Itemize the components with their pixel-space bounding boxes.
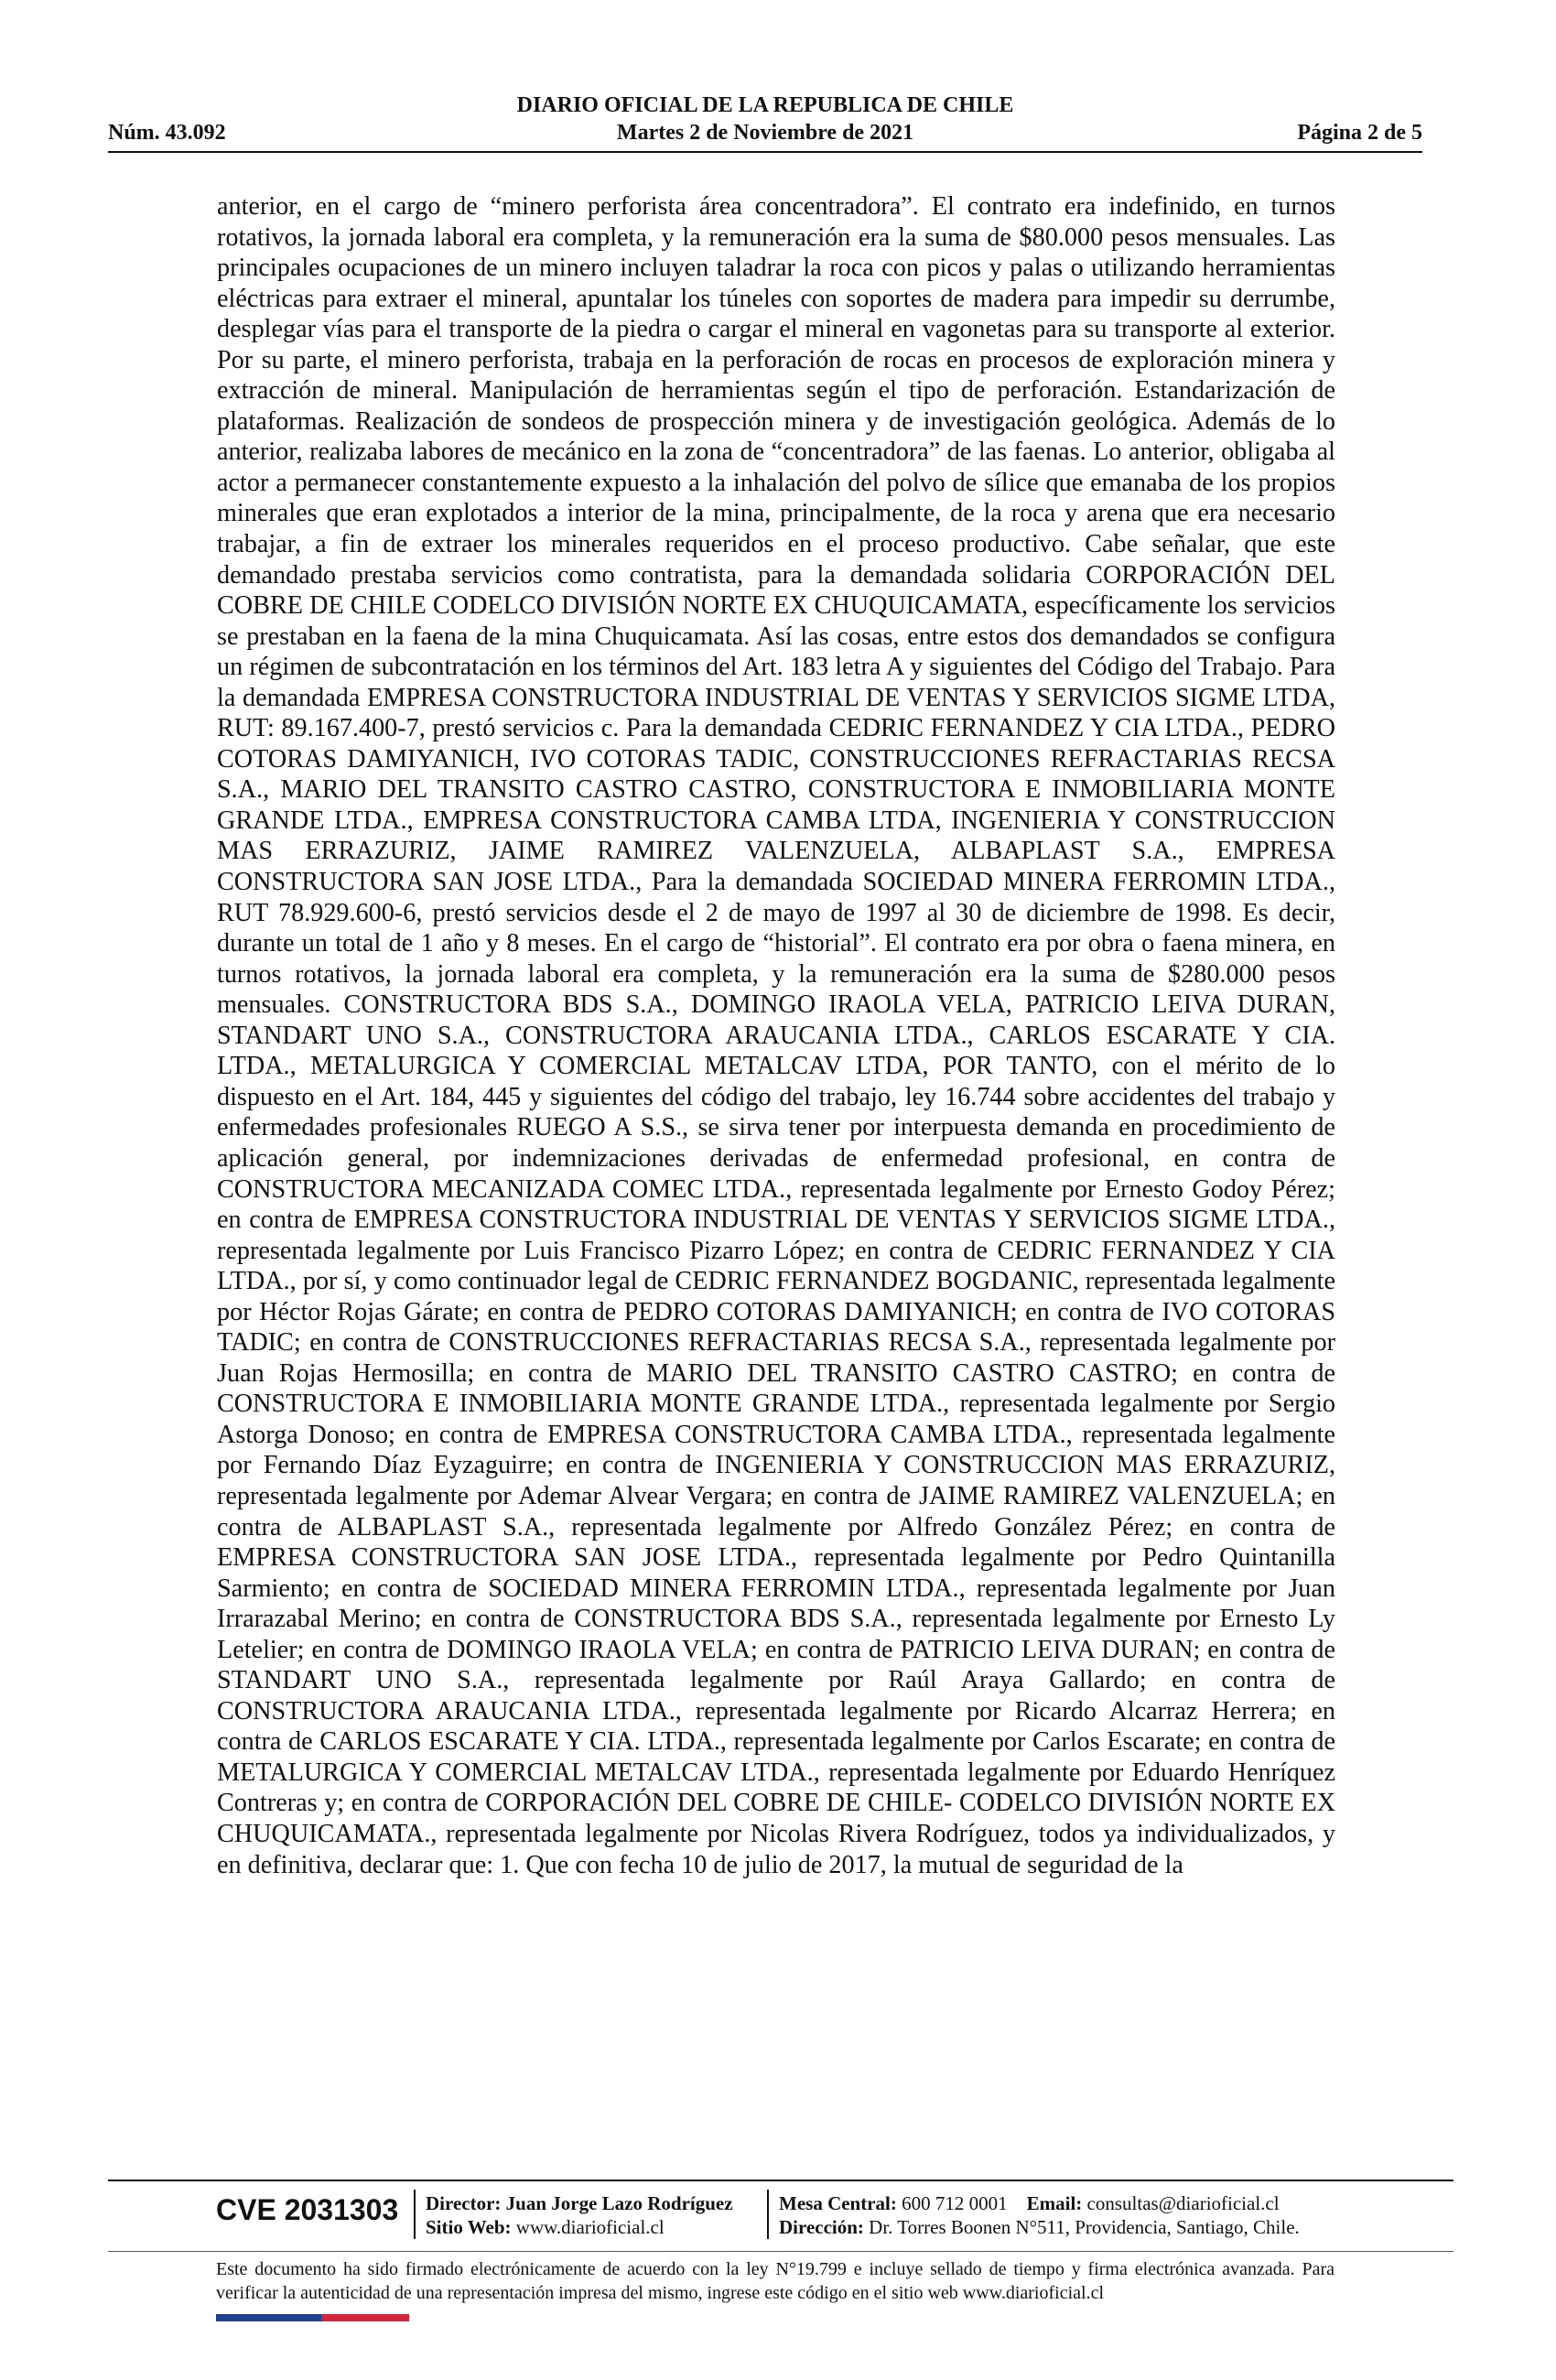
cve-code: CVE 2031303 bbox=[216, 2193, 399, 2226]
footer-separator bbox=[414, 2190, 416, 2239]
flag-stripe-blue bbox=[216, 2314, 321, 2321]
footer-contact-block bbox=[779, 2191, 1300, 2239]
footer-divider bbox=[108, 2180, 1453, 2181]
page-header bbox=[108, 92, 1422, 150]
footer-divider-lower bbox=[108, 2251, 1453, 2252]
director-label: Director: bbox=[426, 2192, 502, 2214]
body-paragraph: anterior, en el cargo de “minero perforista área concentradora”. El contrato era indefinido, en turnos rotativos, la jornada laboral era completa, y la remuneración era la suma de $80.000 pesos mensuales. Las principales ocupaciones de un minero incluyen taladrar la roca con picos y palas o utilizando herramientas eléctricas para extraer el mineral, apuntalar los túneles con soportes de madera para impedir su derrumbe, desplegar vías para el transporte de la piedra o cargar el mineral en vagonetas para su transporte al exterior. Por su parte, el minero perforista, trabaja en la perforación de rocas en procesos de exploración minera y extracción de mineral. Manipulación de herramientas según el tipo de perforación. Estandarización de plataformas. Realización de sondeos de prospección minera y de investigación geológica. Además de lo anterior, realizaba labores de mecánico en la zona de “concentradora” de las faenas. Lo anterior, obligaba al actor a permanecer constantemente expuesto a la inhalación del polvo de sílice que emanaba de los propios minerales que eran explotados a interior de la mina, principalmente, de la roca y arena que era necesario trabajar, a fin de extraer los minerales requeridos en el proceso productivo. Cabe señalar, que este demandado prestaba servicios como contratista, para la demandada solidaria CORPORACIÓN DEL COBRE DE CHILE CODELCO DIVISIÓN NORTE EX CHUQUICAMATA, específicamente los servicios se prestaban en la faena de la mina Chuquicamata. Así las cosas, entre estos dos demandados se configura un régimen de subcontratación en los términos del Art. 183 letra A y siguientes del Código del Trabajo. Para la demandada EMPRESA CONSTRUCTORA INDUSTRIAL DE VENTAS Y SERVICIOS SIGME LTDA, RUT: 89.167.400-7, prestó servicios c. Para la demandada CEDRIC FERNANDEZ Y CIA LTDA., PEDRO COTORAS DAMIYANICH, IVO COTORAS TADIC, CONSTRUCCIONES REFRACTARIAS RECSA S.A., MARIO DEL TRANSITO CASTRO CASTRO, CONSTRUCTORA E INMOBILIARIA MONTE GRANDE LTDA., EMPRESA CONSTRUCTORA CAMBA LTDA, INGENIERIA Y CONSTRUCCION MAS ERRAZURIZ, JAIME RAMIREZ VALENZUELA, ALBAPLAST S.A., EMPRESA CONSTRUCTORA SAN JOSE LTDA., Para la demandada SOCIEDAD MINERA FERROMIN LTDA., RUT 78.929.600-6, prestó servicios desde el 2 de mayo de 1997 al 30 de diciembre de 1998. Es decir, durante un total de 1 año y 8 meses. En el cargo de “historial”. El contrato era por obra o faena minera, en turnos rotativos, la jornada laboral era completa, y la remuneración era la suma de $280.000 pesos mensuales. CONSTRUCTORA BDS S.A., DOMINGO IRAOLA VELA, PATRICIO LEIVA DURAN, STANDART UNO S.A., CONSTRUCTORA ARAUCANIA LTDA., CARLOS ESCARATE Y CIA. LTDA., METALURGICA Y COMERCIAL METALCAV LTDA, POR TANTO, con el mérito de lo dispuesto en el Art. 184, 445 y siguientes del código del trabajo, ley 16.744 sobre accidentes del trabajo y enfermedades profesionales RUEGO A S.S., se sirva tener por interpuesta demanda en procedimiento de aplicación general, por indemnizaciones derivadas de enfermedad profesional, en contra de CONSTRUCTORA MECANIZADA COMEC LTDA., representada legalmente por Ernesto Godoy Pérez; en contra de EMPRESA CONSTRUCTORA INDUSTRIAL DE VENTAS Y SERVICIOS SIGME LTDA., representada legalmente por Luis Francisco Pizarro López; en contra de CEDRIC FERNANDEZ Y CIA LTDA., por sí, y como continuador legal de CEDRIC FERNANDEZ BOGDANIC, representada legalmente por Héctor Rojas Gárate; en contra de PEDRO COTORAS DAMIYANICH; en contra de IVO COTORAS TADIC; en contra de CONSTRUCCIONES REFRACTARIAS RECSA S.A., representada legalmente por Juan Rojas Hermosilla; en contra de MARIO DEL TRANSITO CASTRO CASTRO; en contra de CONSTRUCTORA E INMOBILIARIA MONTE GRANDE LTDA., representada legalmente por Sergio Astorga Donoso; en contra de EMPRESA CONSTRUCTORA CAMBA LTDA., representada legalmente por Fernando Díaz Eyzaguirre; en contra de INGENIERIA Y CONSTRUCCION MAS ERRAZURIZ, representada legalmente por Ademar Alvear Vergara; en contra de JAIME RAMIREZ VALENZUELA; en contra de ALBAPLAST S.A., representada legalmente por Alfredo González Pérez; en contra de EMPRESA CONSTRUCTORA SAN JOSE LTDA., representada legalmente por Pedro Quintanilla Sarmiento; en contra de SOCIEDAD MINERA FERROMIN LTDA., representada legalmente por Juan Irrarazabal Merino; en contra de CONSTRUCTORA BDS S.A., representada legalmente por Ernesto Ly Letelier; en contra de DOMINGO IRAOLA VELA; en contra de PATRICIO LEIVA DURAN; en contra de STANDART UNO S.A., representada legalmente por Raúl Araya Gallardo; en contra de CONSTRUCTORA ARAUCANIA LTDA., representada legalmente por Ricardo Alcarraz Herrera; en contra de CARLOS ESCARATE Y CIA. LTDA., representada legalmente por Carlos Escarate; en contra de METALURGICA Y COMERCIAL METALCAV LTDA., representada legalmente por Eduardo Henríquez Contreras y; en contra de CORPORACIÓN DEL COBRE DE CHILE- CODELCO DIVISIÓN NORTE EX CHUQUICAMATA., representada legalmente por Nicolas Rivera Rodríguez, todos ya individualizados, y en definitiva, declarar que: 1. Que con fecha 10 de julio de 2017, la mutual de seguridad de la bbox=[217, 192, 1335, 1879]
director-name: Juan Jorge Lazo Rodríguez bbox=[505, 2192, 733, 2214]
page-number: Página 2 de 5 bbox=[1297, 121, 1422, 145]
publication-title: DIARIO OFICIAL DE LA REPUBLICA DE CHILE bbox=[516, 93, 1014, 117]
flag-stripe-red bbox=[321, 2314, 409, 2321]
mesa-label: Mesa Central: bbox=[779, 2192, 897, 2214]
issue-date: Martes 2 de Noviembre de 2021 bbox=[616, 121, 914, 145]
web-label: Sitio Web: bbox=[426, 2216, 512, 2238]
footer-separator bbox=[767, 2190, 769, 2239]
document-body bbox=[217, 191, 1335, 1880]
email-link[interactable]: consultas@diarioficial.cl bbox=[1086, 2192, 1280, 2214]
web-link[interactable]: www.diarioficial.cl bbox=[515, 2216, 665, 2238]
address-label: Dirección: bbox=[779, 2216, 864, 2238]
issue-number: Núm. 43.092 bbox=[108, 121, 226, 145]
mesa-phone: 600 712 0001 bbox=[902, 2192, 1008, 2214]
footer-director-block bbox=[426, 2191, 733, 2239]
address-text: Dr. Torres Boonen N°511, Providencia, Santiago, Chile. bbox=[869, 2216, 1300, 2238]
email-label: Email: bbox=[1026, 2192, 1083, 2214]
legal-notice: Este documento ha sido firmado electrónicamente de acuerdo con la ley N°19.799 e incluye sellado de tiempo y firma electrónica avanzada. Para verificar la autenticidad de una representación impresa del mismo, ingrese este código en el sitio web www.diarioficial.cl bbox=[216, 2259, 1334, 2303]
header-divider bbox=[108, 151, 1422, 153]
